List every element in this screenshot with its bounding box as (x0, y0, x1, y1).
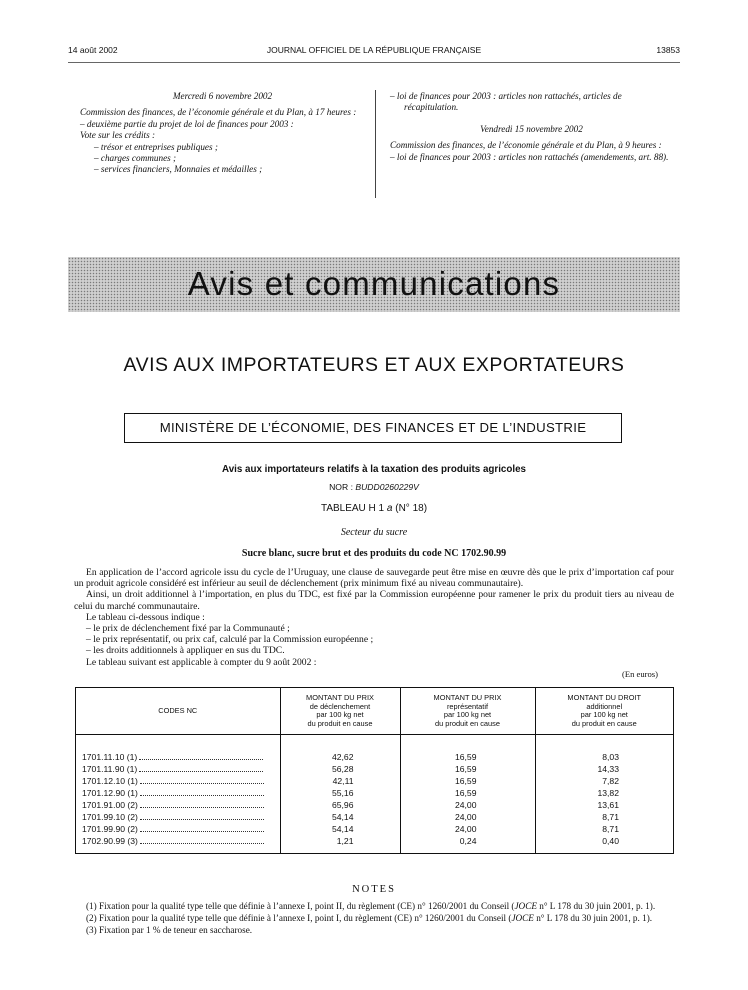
agenda-credit: – services financiers, Monnaies et médailles ; (94, 164, 263, 175)
header-line: MONTANT DU PRIX (306, 693, 374, 702)
table-row (76, 787, 673, 799)
main-heading: AVIS AUX IMPORTATEURS ET AUX EXPORTATEURS (123, 354, 625, 376)
trigger-price-cell: 42,62 (280, 751, 400, 763)
additional-duty-cell: 8,03 (535, 751, 673, 763)
representative-price-cell: 24,00 (400, 823, 535, 835)
table-row (76, 763, 673, 775)
agenda-commission: Commission des finances, de l’économie générale et du Plan, à 9 heures : (390, 140, 662, 151)
trigger-price-cell: 56,28 (280, 763, 400, 775)
banner-title: Avis et communications (187, 265, 561, 302)
code-cell: 1701.11.90 (1) (76, 763, 280, 775)
paragraph: En application de l’accord agricole issu du cycle de l’Uruguay, une clause de sauvegarde peut être mise en œuvre dès que le prix d’importation caf pour un produit agricole considéré est inférieur au seuil de déclenchement (prix minimum fixé au niveau communautaire). (74, 567, 674, 590)
agenda-commission: Commission des finances, de l’économie générale et du Plan, à 17 heures : (80, 107, 357, 118)
page-header (68, 45, 680, 59)
agenda-credit: – trésor et entreprises publiques ; (94, 141, 218, 152)
representative-price-cell: 16,59 (400, 775, 535, 787)
agenda-day: Vendredi 15 novembre 2002 (480, 123, 583, 134)
header-line: du produit en cause (307, 718, 373, 728)
column-divider (375, 90, 376, 198)
header-line: représentatif (446, 701, 489, 711)
additional-duty-cell: 7,82 (535, 775, 673, 787)
agenda-vote: Vote sur les crédits : (80, 130, 156, 141)
header-line: CODES NC (158, 705, 198, 715)
table-row (76, 799, 673, 811)
representative-price-cell: 0,24 (400, 835, 535, 847)
representative-price-cell: 16,59 (400, 763, 535, 775)
nor-value: BUDD0260229V (355, 482, 419, 492)
tableau-prefix: TABLEAU H 1 (320, 503, 385, 514)
list-item: – le prix de déclenchement fixé par la Communauté ; (86, 623, 290, 635)
header-line: par 100 kg net (316, 710, 364, 719)
additional-duty-cell: 8,71 (535, 823, 673, 835)
secteur-title: Secteur du sucre (340, 527, 408, 538)
header-line: de déclenchement (309, 701, 371, 711)
price-table (75, 687, 674, 854)
nor-reference (68, 482, 680, 492)
note: (2) Fixation pour la qualité type telle que définie à l’annexe I, point I, du règlement (CE) n° 1260/2001 du Conseil (JOCE n° L 178 du 30 juin 2001, p. 1). (86, 912, 653, 923)
trigger-price-cell: 55,16 (280, 787, 400, 799)
code-cell: 1701.11.10 (1) (76, 751, 280, 763)
note: (3) Fixation par 1 % de teneur en saccharose. (86, 924, 253, 935)
notes-title: NOTES (352, 884, 396, 895)
body-text (74, 567, 674, 668)
page-number: 13853 (656, 45, 680, 55)
agenda-right-column (390, 91, 673, 163)
tableau-title (68, 503, 680, 514)
trigger-price-cell: 1,21 (280, 835, 400, 847)
tableau-suffix: (N° 18) (395, 503, 428, 514)
table-header-cell (76, 688, 280, 735)
code-cell: 1702.90.99 (3) (76, 835, 280, 847)
header-line: du produit en cause (571, 718, 637, 728)
header-line: par 100 kg net (580, 710, 628, 719)
additional-duty-cell: 0,40 (535, 835, 673, 847)
table-row (76, 811, 673, 823)
table-row (76, 775, 673, 787)
notes (74, 901, 674, 936)
journal-title: JOURNAL OFFICIEL DE LA RÉPUBLIQUE FRANÇAISE (266, 45, 482, 55)
agenda-item: – loi de finances pour 2003 : articles non rattachés, articles de récapitulation. (390, 91, 622, 113)
table-header-row (76, 688, 673, 735)
header-line: MONTANT DU PRIX (433, 693, 502, 702)
agenda-left-column (80, 91, 365, 176)
representative-price-cell: 16,59 (400, 787, 535, 799)
table-header-cell (280, 688, 400, 735)
additional-duty-cell: 13,61 (535, 799, 673, 811)
paragraph: Le tableau suivant est applicable à compter du 9 août 2002 : (86, 656, 317, 668)
code-cell: 1701.12.90 (1) (76, 787, 280, 799)
paragraph: Ainsi, un droit additionnel à l’importation, en plus du TDC, est fixé par la Commission européenne pour ramener le prix du produit tiers au niveau de celui du marché communautaire. (74, 589, 674, 612)
header-line: additionnel (586, 701, 623, 711)
header-line: par 100 kg net (443, 710, 492, 719)
paragraph: Le tableau ci-dessous indique : (86, 611, 205, 623)
nor-label: NOR : (329, 482, 353, 492)
code-cell: 1701.99.90 (2) (76, 823, 280, 835)
trigger-price-cell: 65,96 (280, 799, 400, 811)
agenda-item: – deuxième partie du projet de loi de finances pour 2003 : (80, 118, 294, 129)
representative-price-cell: 24,00 (400, 811, 535, 823)
agenda-day: Mercredi 6 novembre 2002 (172, 91, 273, 101)
ministry-box: MINISTÈRE DE L’ÉCONOMIE, DES FINANCES ET DE L’INDUSTRIE (124, 413, 622, 443)
code-cell: 1701.12.10 (1) (76, 775, 280, 787)
table-row (76, 823, 673, 835)
currency-note: (En euros) (621, 669, 658, 679)
header-line: du produit en cause (435, 718, 500, 728)
tableau-letter: a (386, 503, 393, 514)
table-header-cell (535, 688, 673, 735)
header-rule (68, 62, 680, 63)
table-header-cell (400, 688, 535, 735)
trigger-price-cell: 54,14 (280, 811, 400, 823)
additional-duty-cell: 8,71 (535, 811, 673, 823)
product-title: Sucre blanc, sucre brut et des produits du code NC 1702.90.99 (241, 548, 507, 559)
additional-duty-cell: 13,82 (535, 787, 673, 799)
agenda-credit: – charges communes ; (94, 153, 177, 164)
table-row (76, 751, 673, 763)
representative-price-cell: 16,59 (400, 751, 535, 763)
table-row (76, 835, 673, 847)
header-date: 14 août 2002 (68, 45, 118, 55)
code-cell: 1701.91.00 (2) (76, 799, 280, 811)
note: (1) Fixation pour la qualité type telle que définie à l’annexe I, point II, du règlement (CE) n° 1260/2001 du Conseil (JOCE n° L 178 du 30 juin 2001, p. 1). (86, 901, 656, 911)
list-item: – les droits additionnels à appliquer en sus du TDC. (86, 645, 285, 657)
list-item: – le prix représentatif, ou prix caf, calculé par la Commission européenne ; (86, 634, 374, 646)
trigger-price-cell: 54,14 (280, 823, 400, 835)
agenda-item: – loi de finances pour 2003 : articles non rattachés (amendements, art. 88). (390, 151, 669, 162)
representative-price-cell: 24,00 (400, 799, 535, 811)
trigger-price-cell: 42,11 (280, 775, 400, 787)
code-cell: 1701.99.10 (2) (76, 811, 280, 823)
avis-title: Avis aux importateurs relatifs à la taxation des produits agricoles (222, 464, 526, 475)
additional-duty-cell: 14,33 (535, 763, 673, 775)
header-line: MONTANT DU DROIT (567, 693, 642, 702)
